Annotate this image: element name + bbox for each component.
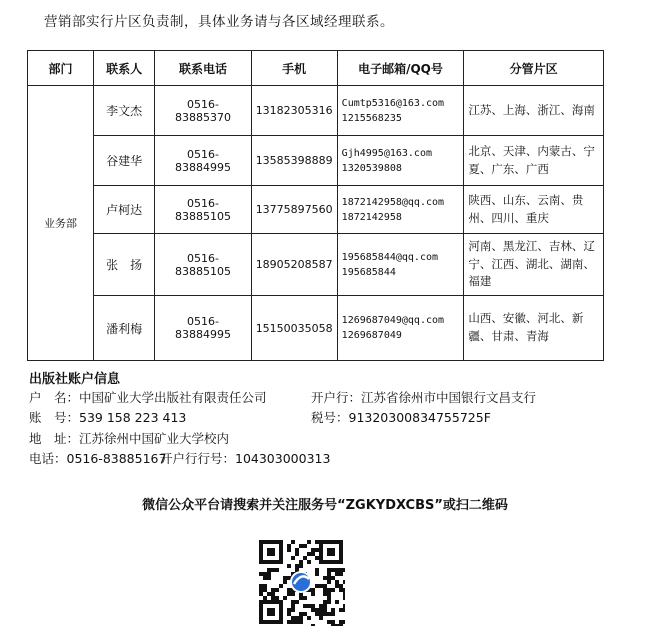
intro-text: 营销部实行片区负责制，具体业务请与各区域经理联系。 [44,14,394,30]
header-contact: 联系人 [94,51,155,86]
contact-email: Gjh4995@163.com [341,147,432,159]
contact-region: 江苏、上海、浙江、海南 [464,86,604,136]
contact-qq: 1872142958 [341,211,402,223]
contact-region: 北京、天津、内蒙古、宁夏、广东、广西 [464,136,604,186]
contact-phone: 0516-83884995 [155,296,251,361]
contact-name: 潘利梅 [94,296,155,361]
contact-email: 1872142958@qq.com [341,196,445,208]
contact-phone: 0516-83885105 [155,186,251,234]
table-row [28,186,604,234]
contact-email-cell [337,234,464,296]
contact-mobile: 13585398889 [251,136,337,186]
contact-mobile: 15150035058 [251,296,337,361]
contact-qq: 1320539808 [341,162,402,174]
contact-qq: 195685844 [341,266,396,278]
contact-email: 195685844@qq.com [341,251,438,263]
contact-qq: 1215568235 [341,112,402,124]
contact-region: 陕西、山东、云南、贵州、四川、重庆 [464,186,604,234]
contact-email-cell [337,86,464,136]
account-number: 账 号：539 158 223 413 [29,410,187,425]
header-region: 分管片区 [464,51,604,86]
contact-name: 张 扬 [94,234,155,296]
account-tax: 税号：91320300834755725F [311,410,491,425]
table-row [28,234,604,296]
qr-code-icon[interactable] [257,538,345,626]
table-row [28,86,604,136]
contact-name: 卢柯达 [94,186,155,234]
table-header-row [28,51,604,86]
contact-table [27,50,604,361]
contact-email: 1269687049@qq.com [341,315,445,326]
contact-mobile: 13182305316 [251,86,337,136]
wechat-notice: 微信公众平台请搜索并关注服务号“ZGKYDXCBS”或扫二维码 [142,498,508,513]
contact-phone: 0516-83885105 [155,234,251,296]
account-tel: 电话：0516-83885167 [29,451,167,466]
header-phone: 联系电话 [155,51,251,86]
contact-name: 谷建华 [94,136,155,186]
table-row [28,136,604,186]
contact-email-cell [337,186,464,234]
account-bank: 开户行：江苏省徐州市中国银行文昌支行 [311,390,537,405]
account-bank-no: 开户行行号：104303000313 [160,451,331,466]
account-holder: 户 名：中国矿业大学出版社有限责任公司 [29,390,267,405]
contact-qq: 1269687049 [341,330,402,341]
contact-email: Cumtp5316@163.com [341,97,445,109]
contact-phone: 0516-83884995 [155,136,251,186]
contact-mobile: 18905208587 [251,234,337,296]
header-mobile: 手机 [251,51,337,86]
contact-region: 河南、黑龙江、吉林、辽宁、江西、湖北、湖南、福建 [464,234,604,296]
header-department: 部门 [28,51,94,86]
account-title: 出版社账户信息 [29,372,121,387]
contact-email-cell [337,296,464,361]
header-email: 电子邮箱/QQ号 [337,51,464,86]
table-row [28,296,604,361]
account-address: 地 址：江苏徐州中国矿业大学校内 [29,431,230,446]
contact-name: 李文杰 [94,86,155,136]
contact-email-cell [337,136,464,186]
department-cell: 业务部 [28,86,94,361]
contact-phone: 0516-83885370 [155,86,251,136]
contact-mobile: 13775897560 [251,186,337,234]
contact-region: 山西、安徽、河北、新疆、甘肃、青海 [464,296,604,361]
